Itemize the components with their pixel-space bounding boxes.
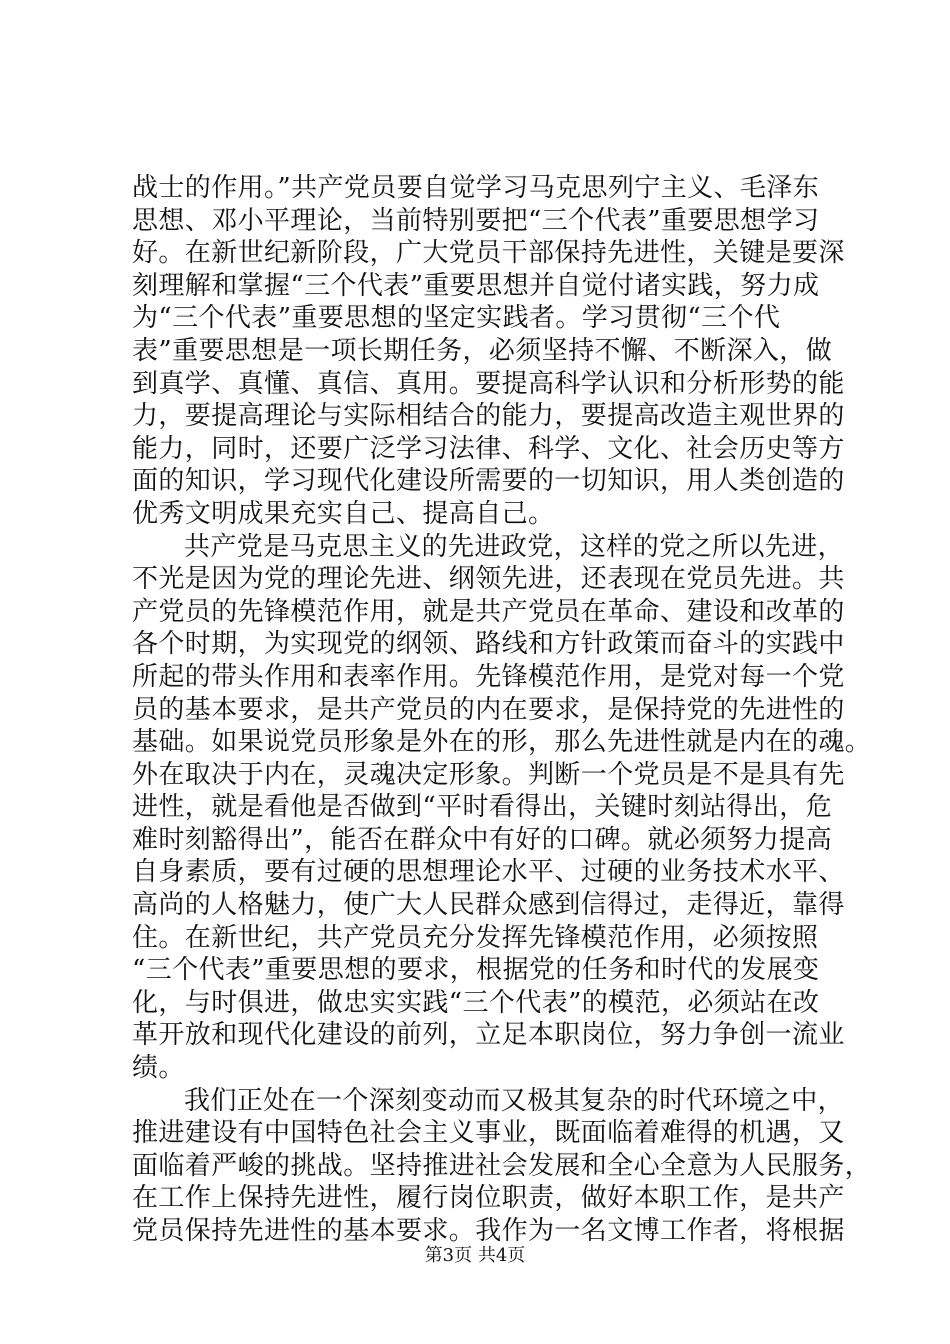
text-line: 能力，同时，还要广泛学习法律、科学、文化、社会历史等方 bbox=[132, 433, 845, 464]
text-line: 外在取决于内在，灵魂决定形象。判断一个党员是不是具有先 bbox=[132, 759, 845, 790]
text-line: 表”重要思想是一项长期任务，必须坚持不懈、不断深入，做 bbox=[132, 335, 833, 366]
text-line: 为“三个代表”重要思想的坚定实践者。学习贯彻“三个代 bbox=[132, 303, 781, 334]
page-footer: 第3页 共4页 bbox=[424, 1245, 526, 1266]
text-line: 好。在新世纪新阶段，广大党员干部保持先进性，关键是要深 bbox=[132, 238, 845, 269]
text-line: “三个代表”重要思想的要求，根据党的任务和时代的发展变 bbox=[132, 955, 820, 986]
document-body bbox=[132, 172, 872, 1248]
text-line: 产党员的先锋模范作用，就是共产党员在革命、建设和改革的 bbox=[132, 596, 845, 627]
text-line: 党员保持先进性的基本要求。我作为一名文博工作者，将根据 bbox=[132, 1216, 845, 1246]
text-line: 推进建设有中国特色社会主义事业，既面临着难得的机遇，又 bbox=[132, 1118, 845, 1149]
text-line: 不光是因为党的理论先进、纲领先进，还表现在党员先进。共 bbox=[132, 564, 845, 595]
text-line: 共产党是马克思主义的先进政党，这样的党之所以先进， bbox=[184, 531, 845, 562]
text-line: 面的知识，学习现代化建设所需要的一切知识，用人类创造的 bbox=[132, 466, 845, 497]
text-line: 战士的作用。”共产党员要自觉学习马克思列宁主义、毛泽东 bbox=[132, 173, 820, 203]
text-line: 基础。如果说党员形象是外在的形，那么先进性就是内在的魂。 bbox=[132, 727, 872, 758]
text-line: 住。在新世纪，共产党员充分发挥先锋模范作用，必须按照 bbox=[132, 922, 819, 953]
text-line: 面临着严峻的挑战。坚持推进社会发展和全心全意为人民服务， bbox=[132, 1150, 872, 1181]
text-line: 到真学、真懂、真信、真用。要提高科学认识和分析形势的能 bbox=[132, 368, 845, 399]
text-line: 高尚的人格魅力，使广大人民群众感到信得过，走得近，靠得 bbox=[132, 890, 845, 921]
text-line: 思想、邓小平理论，当前特别要把“三个代表”重要思想学习 bbox=[132, 205, 820, 236]
text-line: 各个时期，为实现党的纲领、路线和方针政策而奋斗的实践中 bbox=[132, 629, 845, 660]
text-line: 力，要提高理论与实际相结合的能力，要提高改造主观世界的 bbox=[132, 401, 845, 432]
text-line: 我们正处在一个深刻变动而又极其复杂的时代环境之中， bbox=[184, 1085, 845, 1116]
text-line: 员的基本要求，是共产党员的内在要求，是保持党的先进性的 bbox=[132, 694, 845, 725]
text-line: 刻理解和掌握“三个代表”重要思想并自觉付诸实践，努力成 bbox=[132, 270, 820, 301]
text-line: 自身素质，要有过硬的思想理论水平、过硬的业务技术水平、 bbox=[132, 857, 845, 888]
text-line: 所起的带头作用和表率作用。先锋模范作用，是党对每一个党 bbox=[132, 661, 845, 692]
text-line: 在工作上保持先进性，履行岗位职责，做好本职工作，是共产 bbox=[132, 1183, 845, 1214]
text-line: 优秀文明成果充实自己、提高自己。 bbox=[132, 498, 555, 529]
text-line: 进性，就是看他是否做到“平时看得出，关键时刻站得出，危 bbox=[132, 792, 833, 823]
text-line: 化，与时俱进，做忠实实践“三个代表”的模范，必须站在改 bbox=[132, 987, 820, 1018]
text-line: 革开放和现代化建设的前列，立足本职岗位，努力争创一流业 bbox=[132, 1020, 845, 1051]
text-line: 难时刻豁得出”，能否在群众中有好的口碑。就必须努力提高 bbox=[132, 824, 833, 855]
text-line: 绩。 bbox=[132, 1053, 185, 1084]
